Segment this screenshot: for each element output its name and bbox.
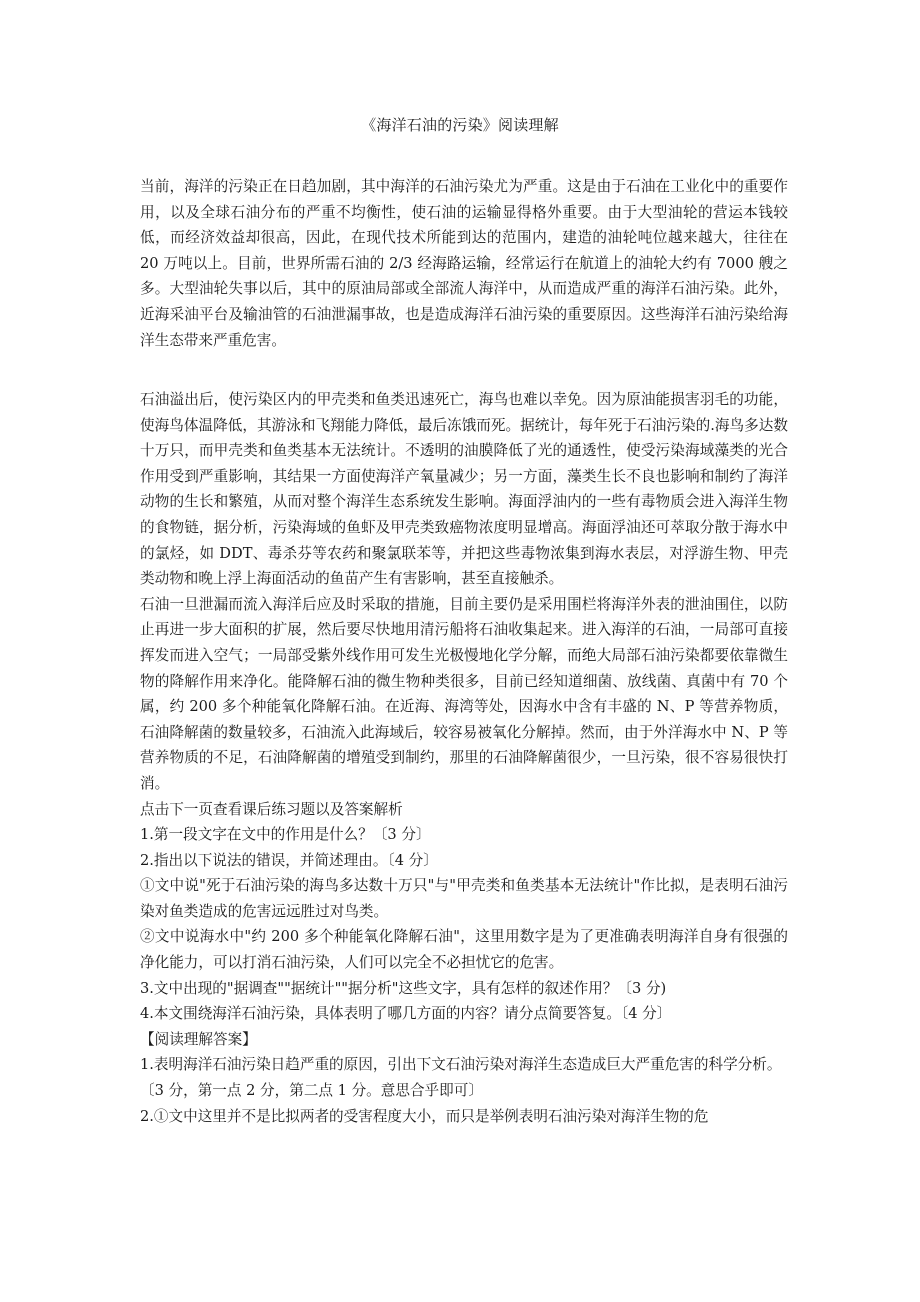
question-4: 4.本文围绕海洋石油污染，具体表明了哪几方面的内容？请分点简要答复。〔4 分〕 [140,1005,672,1023]
document-title: 《海洋石油的污染》阅读理解 [361,116,559,134]
answer-2-partial: 2.①文中这里并不是比拟两者的受害程度大小，而只是举例表明石油污染对海洋生物的危 [140,1107,709,1125]
document-body-upper [140,174,788,353]
next-page-link[interactable]: 点击下一页查看课后练习题以及答案解析 [140,800,403,818]
answer-1: 1.表明海洋石油污染日趋严重的原因，引出下文石油污染对海洋生态造成巨大严重危害的科学分析。 [140,1056,782,1074]
paragraph-treatment: 石油一旦泄漏而流入海洋后应及时采取的措施，目前主要仍是采用围栏将海洋外表的泄油围住，以防止再进一步大面积的扩展，然后要尽快地用清污船将石油收集起来。进入海洋的石油，一局部可直接挥发而进入空气；一局部受紫外线作用可发生光极慢地化学分解，而绝大局部石油污染都要依靠微生物的降解作用来净化。能降解石油的微生物种类很多，目前已经知道细菌、放线菌、真菌中有 70 个属，约 200 多个种能氧化降解石油。在近海、海湾等处，因海水中含有丰盛的 N、P 等营养物质，石油降解菌的数量较多，石油流入此海域后，较容易被氧化分解掉。然而，由于外洋海水中 N、P 等营养物质的不足，石油降解菌的增殖受到制约，那里的石油降解菌很少，一旦污染，很不容易很快打消。 [140,595,788,792]
question-3: 3.文中出现的"据调查""据统计""据分析"这些文字，具有怎样的叙述作用？〔3 分) [140,979,667,997]
question-2-item-1: ①文中说"死于石油污染的海鸟多达数十万只"与"甲壳类和鱼类基本无法统计"作比拟，是表明石油污染对鱼类造成的危害远远胜过对鸟类。 [140,877,788,920]
answer-heading: 【阅读理解答案】 [140,1030,257,1048]
paragraph-harm: 石油溢出后，使污染区内的甲壳类和鱼类迅速死亡，海鸟也难以幸免。因为原油能损害羽毛的功能，使海鸟体温降低，其游泳和飞翔能力降低，最后冻饿而死。据统计，每年死于石油污染的.海鸟多达数十万只，而甲壳类和鱼类基本无法统计。不透明的油膜降低了光的通透性，使受污染海域藻类的光合作用受到严重影响，其结果一方面使海洋产氧量减少；另一方面，藻类生长不良也影响和制约了海洋动物的生长和繁殖，从而对整个海洋生态系统发生影响。海面浮油内的一些有毒物质会进入海洋生物的食物链，据分析，污染海域的鱼虾及甲壳类致癌物浓度明显增高。海面浮油还可萃取分散于海水中的氯烃，如 DDT、毒杀芬等农药和聚氯联苯等，并把这些毒物浓集到海水表层，对浮游生物、甲壳类动物和晚上浮上海面活动的鱼苗产生有害影响，甚至直接触杀。 [140,391,788,588]
paragraph-intro: 当前，海洋的污染正在日趋加剧，其中海洋的石油污染尤为严重。这是由于石油在工业化中的重要作用，以及全球石油分布的严重不均衡性，使石油的运输显得格外重要。由于大型油轮的营运本钱较低，而经济效益却很高，因此，在现代技术所能到达的范围内，建造的油轮吨位越来越大，往往在 20 万吨以上。目前，世界所需石油的 2/3 经海路运输，经常运行在航道上的油轮大约有 7000 艘之多。大型油轮失事以后，其中的原油局部或全部流人海洋中，从而造成严重的海洋石油污染。此外，近海采油平台及输油管的石油泄漏事故，也是造成海洋石油污染的重要原因。这些海洋石油污染给海洋生态带来严重危害。 [140,178,788,349]
question-2: 2.指出以下说法的错误，并简述理由。〔4 分〕 [140,851,438,869]
document-body-lower [140,387,788,1129]
question-2-item-2: ②文中说海水中"约 200 多个种能氧化降解石油"，这里用数字是为了更准确表明海洋自身有很强的净化能力，可以打消石油污染，人们可以完全不必担忧它的危害。 [140,928,788,972]
answer-1-scoring: 〔3 分，第一点 2 分，第二点 1 分。意思合乎即可〕 [140,1082,483,1100]
question-1: 1.第一段文字在文中的作用是什么？〔3 分〕 [140,826,431,844]
